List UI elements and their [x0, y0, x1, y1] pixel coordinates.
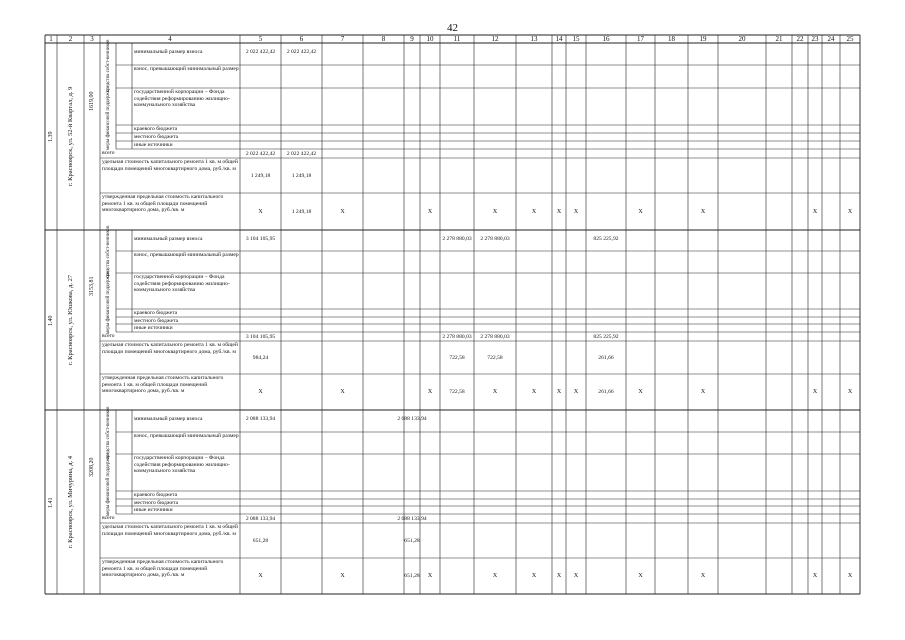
value-unit_cost: 651,28 — [252, 537, 269, 544]
label-state-corporation: государственной корпорации – Фонда содействия реформированию жилищно-коммунального хозяйства — [134, 455, 230, 474]
value-min_contrib: 2 278 880,03 — [480, 235, 510, 242]
value-limit: X — [573, 573, 579, 580]
header-cell: 1 — [49, 35, 53, 43]
label-excess-contribution: взнос, превышающий минимальный размер — [134, 252, 239, 258]
label-min-contribution: минимальный размер взноса — [134, 49, 203, 55]
value-limit: X — [847, 389, 853, 396]
label-total: всего — [102, 515, 115, 521]
value-limit: X — [492, 208, 498, 215]
group-financial-support: меры финансовой поддержки — [105, 452, 111, 516]
label-unit-cost: удельная стоимость капитального ремонта 1 кв. м общей площади помещений многоквартирного дома, руб./кв. м — [102, 524, 238, 537]
group-owner-funds: средства собст-венников — [105, 405, 111, 459]
value-min_contrib: 3 104 105,95 — [245, 235, 276, 242]
value-limit: X — [700, 389, 706, 396]
value-unit_cost: 1 249,18 — [291, 172, 312, 179]
header-cell: 18 — [668, 35, 675, 43]
value-total: 2 278 880,03 — [442, 333, 472, 340]
value-limit: 722,58 — [449, 389, 465, 396]
header-cell: 10 — [426, 35, 434, 43]
value-limit: X — [638, 208, 643, 215]
header-cell: 9 — [410, 35, 414, 43]
header-cell: 13 — [530, 35, 538, 43]
label-total: всего — [102, 333, 115, 339]
value-limit: X — [700, 208, 706, 215]
header-cell: 16 — [602, 35, 610, 43]
value-unit_cost: 984,24 — [252, 354, 269, 361]
header-cell: 7 — [340, 35, 345, 43]
value-limit: X — [340, 389, 345, 396]
value-limit: X — [531, 208, 537, 215]
value-limit: X — [812, 389, 818, 396]
value-unit_cost: 722,58 — [449, 354, 465, 361]
header-cell: 14 — [555, 35, 563, 43]
value-min_contrib: 2 278 880,03 — [442, 235, 472, 242]
value-limit: X — [638, 573, 643, 580]
label-excess-contribution: взнос, превышающий минимальный размер — [134, 433, 239, 439]
value-limit: 261,66 — [598, 389, 614, 396]
value-total: 2 088 133,94 — [397, 515, 427, 522]
group-owner-funds: средства собст-венников — [105, 39, 111, 92]
value-limit: X — [556, 573, 562, 580]
value-unit_cost: 261,66 — [598, 354, 614, 361]
page-number: 42 — [447, 22, 458, 34]
label-min-contribution: минимальный размер взноса — [134, 236, 203, 242]
value-limit: X — [258, 208, 263, 215]
value-min_contrib: 2 088 133,94 — [245, 415, 276, 422]
value-limit: X — [427, 389, 433, 396]
label-other-sources: иные источники — [134, 507, 173, 513]
header-cell: 24 — [827, 35, 835, 43]
label-regional-budget: краевого бюджета — [134, 126, 178, 132]
group-financial-support: меры финансовой поддержки — [105, 87, 111, 150]
label-regional-budget: краевого бюджета — [134, 492, 178, 498]
value-limit: X — [427, 208, 433, 215]
value-total: 2 088 133,94 — [245, 515, 276, 522]
value-limit: X — [340, 573, 345, 580]
value-limit: X — [847, 208, 853, 215]
value-unit_cost: 722,58 — [487, 354, 503, 361]
value-total: 2 022 422,42 — [286, 150, 317, 157]
value-unit_cost: 651,28 — [404, 537, 420, 544]
header-cell: 15 — [572, 35, 580, 43]
label-limit-cost: утвержденная предельная стоимость капитального ремонта 1 кв. м общей площади помещений многоквартирного дома, руб./кв. м — [102, 375, 224, 394]
header-cell: 3 — [90, 35, 94, 43]
value-limit: X — [812, 208, 818, 215]
value-limit: 651,28 — [404, 573, 420, 580]
value-total: 825 225,92 — [593, 333, 619, 340]
value-total: 2 278 880,03 — [480, 333, 510, 340]
object-area: 1619,00 — [88, 91, 95, 111]
header-cell: 25 — [846, 35, 854, 43]
value-total: 3 104 105,95 — [245, 333, 276, 340]
value-limit: X — [492, 389, 498, 396]
object-number: 1.41 — [47, 497, 54, 508]
value-limit: 1 249,18 — [291, 208, 312, 215]
header-cell: 12 — [491, 35, 499, 43]
value-limit: X — [556, 389, 562, 396]
header-cell: 17 — [637, 35, 644, 43]
header-cell: 23 — [811, 35, 819, 43]
label-excess-contribution: взнос, превышающий минимальный размер — [134, 66, 239, 72]
header-cell: 5 — [258, 35, 263, 43]
value-min_contrib: 2 088 133,94 — [397, 415, 427, 422]
object-area: 3208,20 — [88, 457, 95, 477]
header-cell: 8 — [381, 35, 386, 43]
label-other-sources: иные источники — [134, 142, 173, 148]
object-address: г. Красноярск, ул. Мичурина, д. 4 — [67, 455, 74, 548]
label-state-corporation: государственной корпорации – Фонда содействия реформированию жилищно-коммунального хозяйства — [134, 274, 230, 293]
value-limit: X — [847, 573, 853, 580]
header-cell: 21 — [775, 35, 783, 43]
header-cell: 22 — [796, 35, 804, 43]
group-owner-funds: средства собст-венников — [105, 225, 111, 278]
object-address: г. Красноярск, ул. Юшкова, д. 27 — [67, 274, 74, 365]
label-unit-cost: удельная стоимость капитального ремонта 1 кв. м общей площади помещений многоквартирного дома, руб./кв. м — [102, 342, 238, 355]
value-limit: X — [700, 573, 706, 580]
label-regional-budget: краевого бюджета — [134, 310, 178, 316]
value-total: 2 022 422,42 — [245, 150, 276, 157]
object-area: 3153,81 — [88, 276, 95, 296]
value-limit: X — [340, 208, 345, 215]
value-limit: X — [573, 208, 579, 215]
value-limit: X — [638, 389, 643, 396]
label-total: всего — [102, 150, 115, 156]
label-min-contribution: минимальный размер взноса — [134, 416, 203, 422]
value-limit: X — [812, 573, 818, 580]
value-limit: X — [556, 208, 562, 215]
header-cell: 19 — [699, 35, 707, 43]
header-cell: 11 — [453, 35, 461, 43]
label-limit-cost: утвержденная предельная стоимость капитального ремонта 1 кв. м общей площади помещений многоквартирного дома, руб./кв. м — [102, 559, 224, 578]
label-unit-cost: удельная стоимость капитального ремонта 1 кв. м общей площади помещений многоквартирного дома, руб./кв. м — [102, 159, 238, 172]
value-limit: X — [427, 573, 433, 580]
object-number: 1.39 — [47, 131, 54, 142]
label-limit-cost: утвержденная предельная стоимость капитального ремонта 1 кв. м общей площади помещений многоквартирного дома, руб./кв. м — [102, 194, 224, 213]
value-limit: X — [573, 389, 579, 396]
label-other-sources: иные источники — [134, 325, 173, 331]
value-limit: X — [492, 573, 498, 580]
label-local-budget: местного бюджета — [134, 318, 179, 324]
object-address: г. Красноярск, ул. 52-й Квартал, д. 9 — [67, 86, 74, 186]
value-unit_cost: 1 249,18 — [250, 172, 271, 179]
value-limit: X — [531, 389, 537, 396]
value-min_contrib: 2 022 422,42 — [286, 48, 317, 55]
label-local-budget: местного бюджета — [134, 134, 179, 140]
header-cell: 4 — [168, 35, 172, 43]
value-limit: X — [531, 573, 537, 580]
label-local-budget: местного бюджета — [134, 500, 179, 506]
header-cell: 20 — [738, 35, 746, 43]
label-state-corporation: государственной корпорации – Фонда содействия реформированию жилищно-коммунального хозяйства — [134, 89, 230, 108]
value-limit: X — [258, 389, 263, 396]
value-min_contrib: 825 225,92 — [593, 235, 619, 242]
object-number: 1.40 — [47, 315, 54, 326]
value-min_contrib: 2 022 422,42 — [245, 48, 276, 55]
header-cell: 6 — [299, 35, 304, 43]
value-limit: X — [258, 573, 263, 580]
group-financial-support: меры финансовой поддержки — [105, 271, 111, 334]
header-cell: 2 — [68, 35, 73, 43]
